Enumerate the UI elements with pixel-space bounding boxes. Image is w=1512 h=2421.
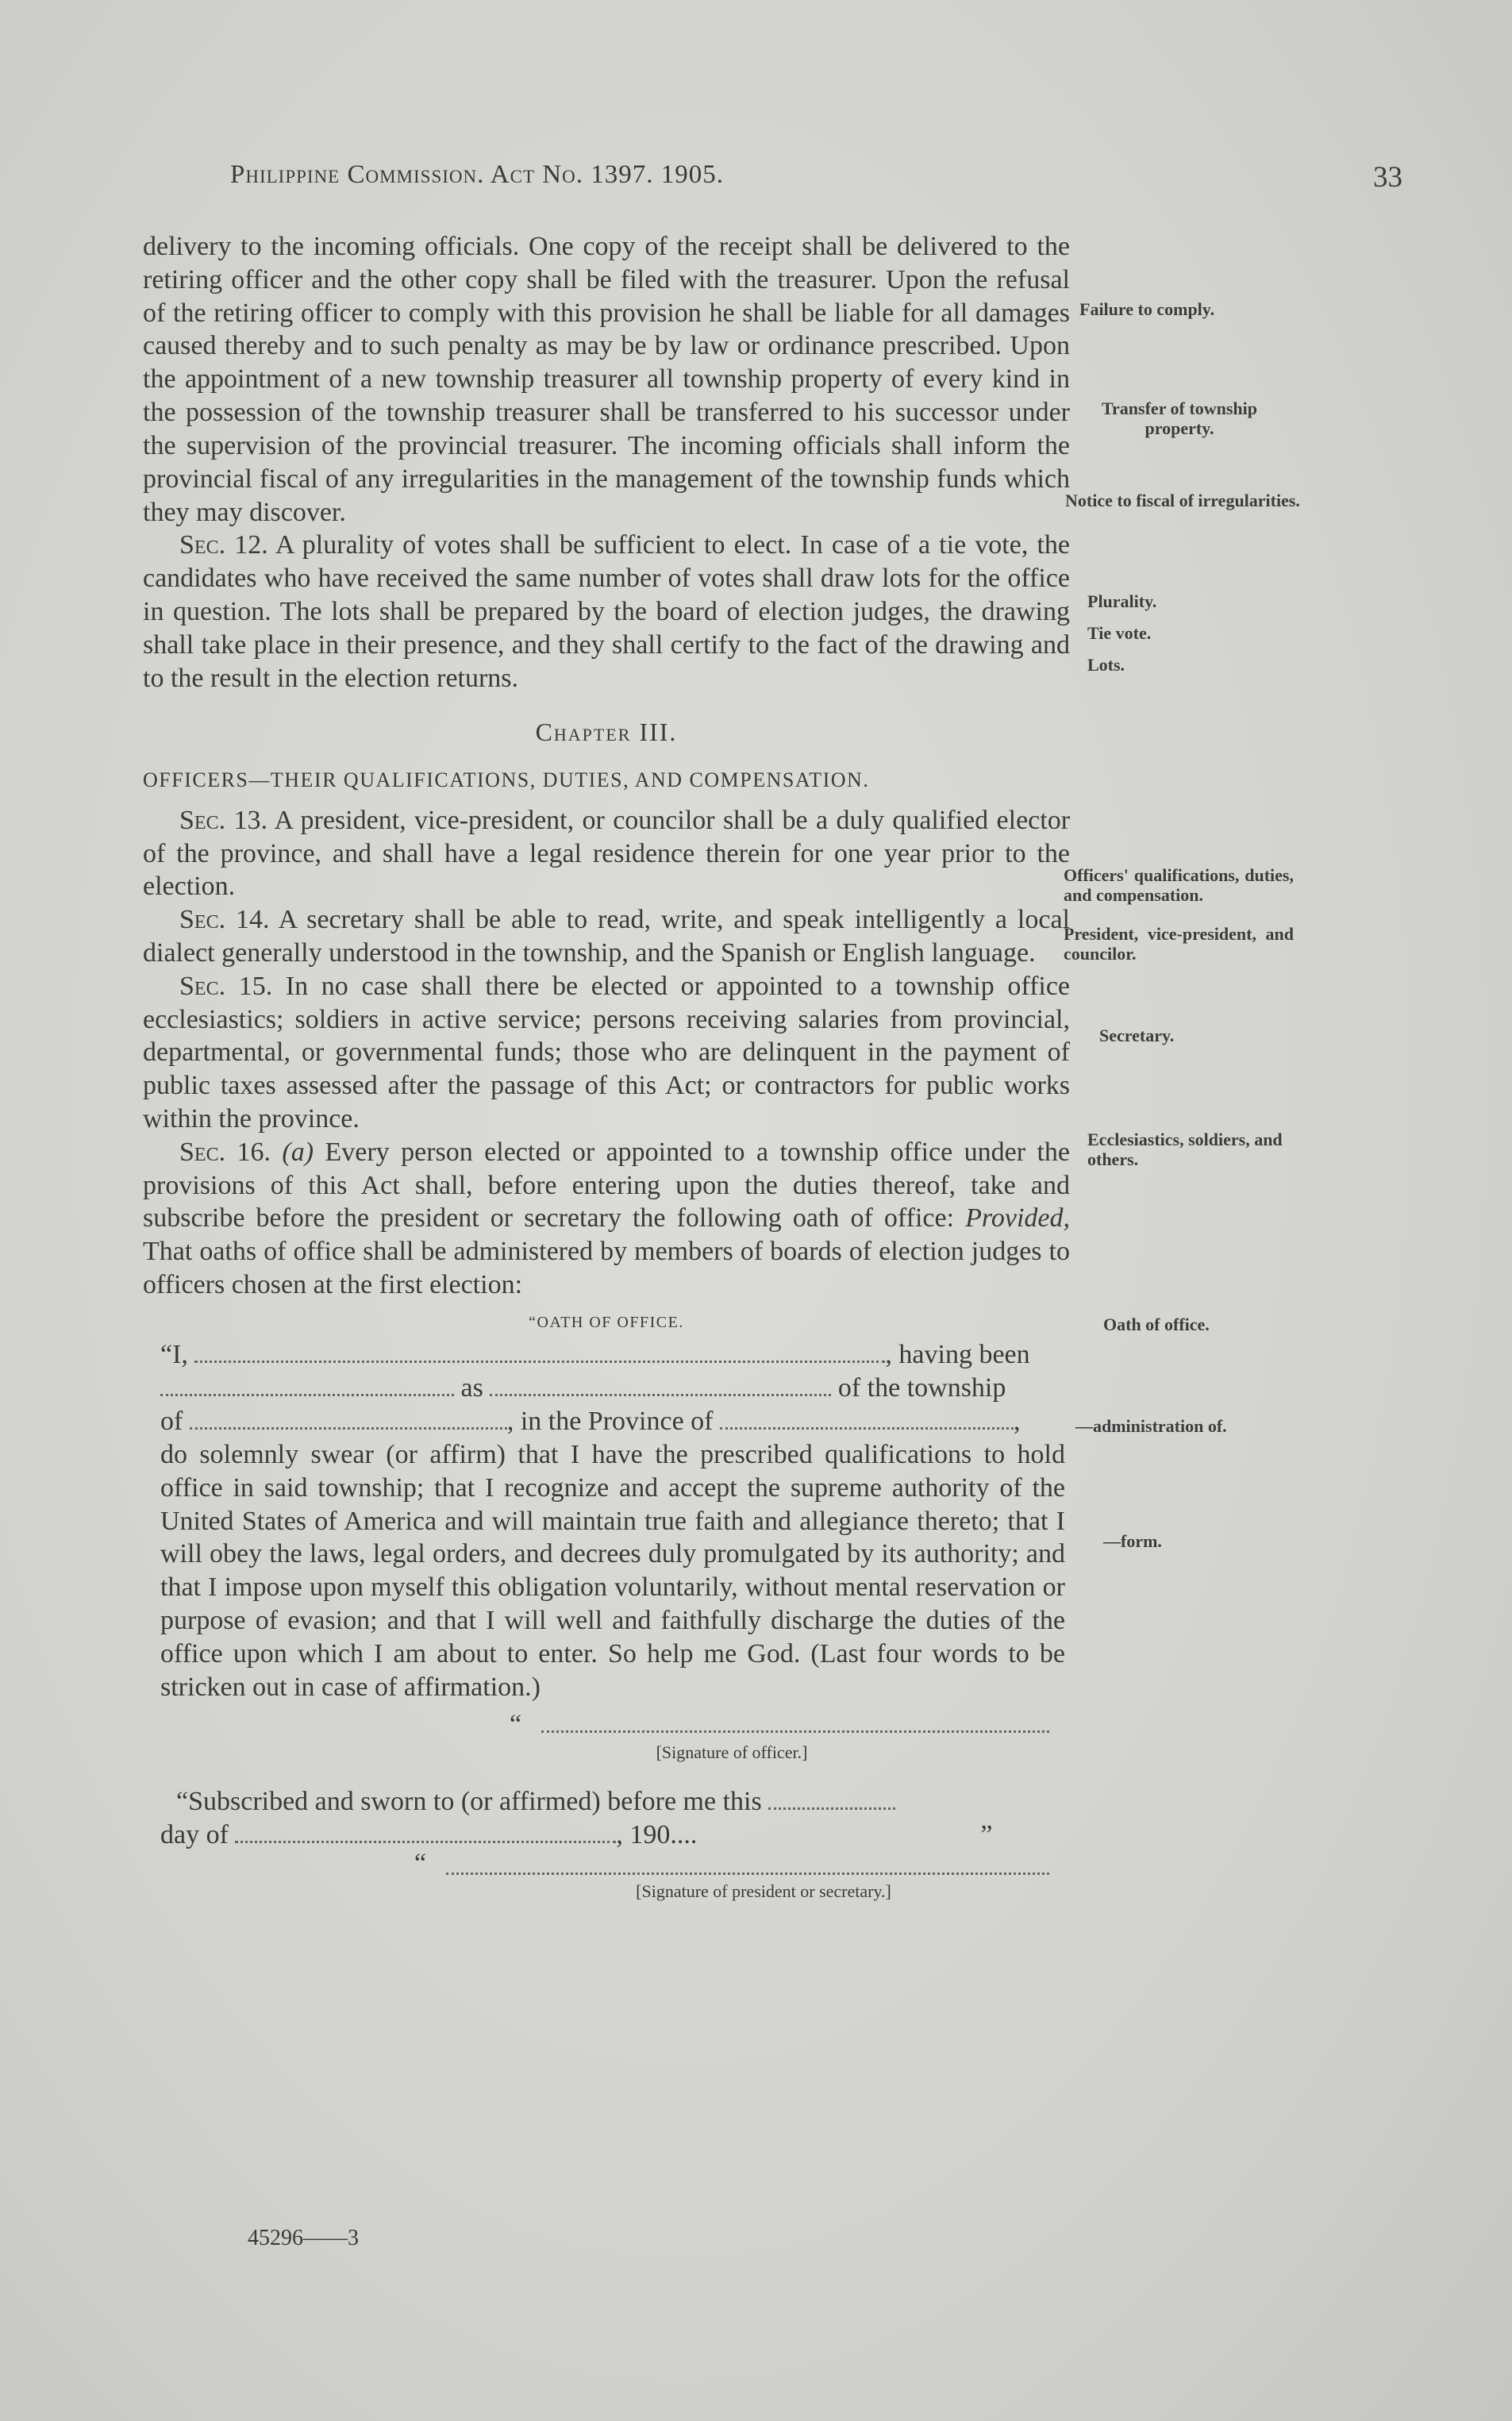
marginal-note-secretary: Secretary.: [1099, 1026, 1175, 1045]
office-blank[interactable]: [160, 1375, 454, 1396]
section-label: Sec. 16.: [179, 1137, 271, 1167]
proviso-word: Provided,: [965, 1203, 1070, 1234]
oath-text: , in the Province of: [506, 1407, 714, 1437]
marginal-note-oath: Oath of office.: [1103, 1314, 1210, 1334]
quote-mark: “: [414, 1849, 427, 1879]
section-14: [143, 903, 1070, 970]
province-blank[interactable]: [720, 1408, 1014, 1430]
section-label: Sec. 14.: [179, 905, 270, 935]
paragraph-receipt: delivery to the incoming officials. One copy of the receipt shall be delivered to the retiring officer and the other copy shall be filed with the treasurer. Upon the refusal of the retiring officer to comply with this provision he shall be liable for all damages caused thereby and to such penalty as may be by law or ordinance prescribed. Upon the appointment of a new township treasurer all township property of every kind in the possession of the township treasurer shall be transferred to his successor under the supervision of the provincial treasurer. The incoming officials shall inform the provincial fiscal of any irregularities in the management of the township funds which they may discover.: [143, 232, 1070, 527]
oath-text: of: [160, 1407, 183, 1437]
marginal-note-officers: Officers' qualifications, duties, and compensation.: [1064, 865, 1294, 906]
oath-text: , having been: [885, 1340, 1030, 1370]
section-13: [143, 804, 1070, 903]
marginal-note-transfer: Transfer of township property.: [1102, 398, 1257, 439]
marginal-note-plurality: Plurality.: [1087, 591, 1157, 611]
officer-signature-line[interactable]: [541, 1708, 1049, 1733]
oath-line-2: [160, 1372, 1065, 1405]
oath-text: “I,: [160, 1340, 188, 1370]
section-16: [143, 1136, 1070, 1302]
officiant-signature-caption: [Signature of president or secretary.]: [636, 1881, 891, 1902]
section-text: Every person elected or appointed to a township office under the provisions of this Act shall, before entering upon the duties thereof, take and subscribe before the president or secretary the following oath of office:: [143, 1137, 1070, 1234]
body-text: [143, 230, 1070, 1902]
section-text: A secretary shall be able to read, write, and speak intelligently a local dialect generally understood in the township, and the Spanish or English language.: [143, 905, 1071, 968]
subsection-marker: (a): [282, 1137, 314, 1167]
quote-mark: “: [510, 1710, 522, 1740]
name-blank[interactable]: [194, 1341, 885, 1363]
oath-text: , 190....: [616, 1820, 698, 1850]
page-number: 33: [1373, 161, 1402, 194]
section-label: Sec. 13.: [179, 805, 267, 835]
chapter-heading: Chapter III.: [535, 718, 678, 747]
quote-mark: ”: [980, 1820, 993, 1850]
section-text: A president, vice-president, or councilor shall be a duly qualified elector of the province, and shall have a legal residence therein for one year prior to the election.: [143, 805, 1071, 902]
oath-text: of the township: [837, 1373, 1006, 1403]
marginal-note-ecclesiastics: Ecclesiastics, soldiers, and others.: [1087, 1130, 1283, 1170]
oath-body: do solemnly swear (or affirm) that I have the prescribed qualifications to hold office in said township; that I recognize and accept the supreme authority of the United States of America and will maintain true faith and allegiance thereto; that I will obey the laws, legal orders, and decrees duly promulgated by its authority; and that I impose upon myself this obligation voluntarily, without mental reservation or purpose of evasion; and that I will well and faithfully discharge the duties of the office upon which I am about to enter. So help me God. (Last four words to be stricken out in case of affirmation.): [160, 1439, 1065, 1702]
oath-text: day of: [160, 1820, 229, 1850]
officer-signature-caption: [Signature of officer.]: [656, 1742, 808, 1763]
section-label: Sec. 15.: [179, 971, 273, 1001]
section-12: [143, 529, 1070, 695]
oath-form: [143, 1338, 1065, 1902]
marginal-note-administration: —administration of.: [1075, 1416, 1227, 1436]
marginal-note-lots: Lots.: [1087, 655, 1125, 675]
oath-line-3: [160, 1405, 1065, 1438]
marginal-note-president: President, vice-president, and councilor.: [1064, 924, 1294, 964]
marginal-note-form: —form.: [1103, 1531, 1162, 1551]
section-15: [143, 970, 1070, 1136]
chapter-subheading: OFFICERS—THEIR QUALIFICATIONS, DUTIES, AND COMPENSATION.: [143, 768, 870, 791]
marginal-note-failure: Failure to comply.: [1079, 299, 1215, 319]
section-text-cont: That oaths of office shall be administered by members of boards of election judges to officers chosen at the first election:: [143, 1237, 1070, 1300]
officiant-signature-line[interactable]: [446, 1852, 1049, 1875]
oath-text: ,: [1014, 1407, 1021, 1437]
officer-signature-row: [160, 1708, 1065, 1740]
officiant-signature-row: [160, 1849, 1065, 1879]
oath-text: as: [460, 1373, 483, 1403]
oath-text: “Subscribed and sworn to (or affirmed) before me this: [176, 1787, 762, 1817]
day-blank[interactable]: [768, 1788, 895, 1810]
day-of-line: [160, 1819, 1065, 1852]
section-text: A plurality of votes shall be sufficient to elect. In case of a tie vote, the candidates who have received the same number of votes shall draw lots for the office in question. The lots shall be prepared by the board of election judges, the drawing shall take place in their presence, and they shall certify to the fact of the drawing and to the result in the election returns.: [143, 530, 1071, 693]
marginal-note-tie: Tie vote.: [1087, 623, 1152, 643]
position-blank[interactable]: [490, 1375, 831, 1396]
township-blank[interactable]: [190, 1408, 507, 1430]
running-title: Philippine Commission. Act No. 1397. 1905.: [230, 160, 724, 189]
marginal-note-notice: Notice to fiscal of irregularities.: [1065, 491, 1300, 510]
signature-mark: 45296——3: [248, 2226, 359, 2250]
section-label: Sec. 12.: [179, 530, 268, 560]
oath-title: “OATH OF OFFICE.: [529, 1313, 684, 1331]
oath-line-1: [160, 1338, 1065, 1372]
subscribed-line: [160, 1785, 1065, 1819]
month-blank[interactable]: [235, 1822, 616, 1843]
section-text: In no case shall there be elected or appointed to a township office ecclesiastics; soldiers in active service; persons receiving salaries from provincial, departmental, or governmental funds; those who are delinquent in the payment of public taxes assessed after the passage of this Act; or contractors for public works within the province.: [143, 971, 1071, 1134]
page-header: [230, 160, 1421, 200]
